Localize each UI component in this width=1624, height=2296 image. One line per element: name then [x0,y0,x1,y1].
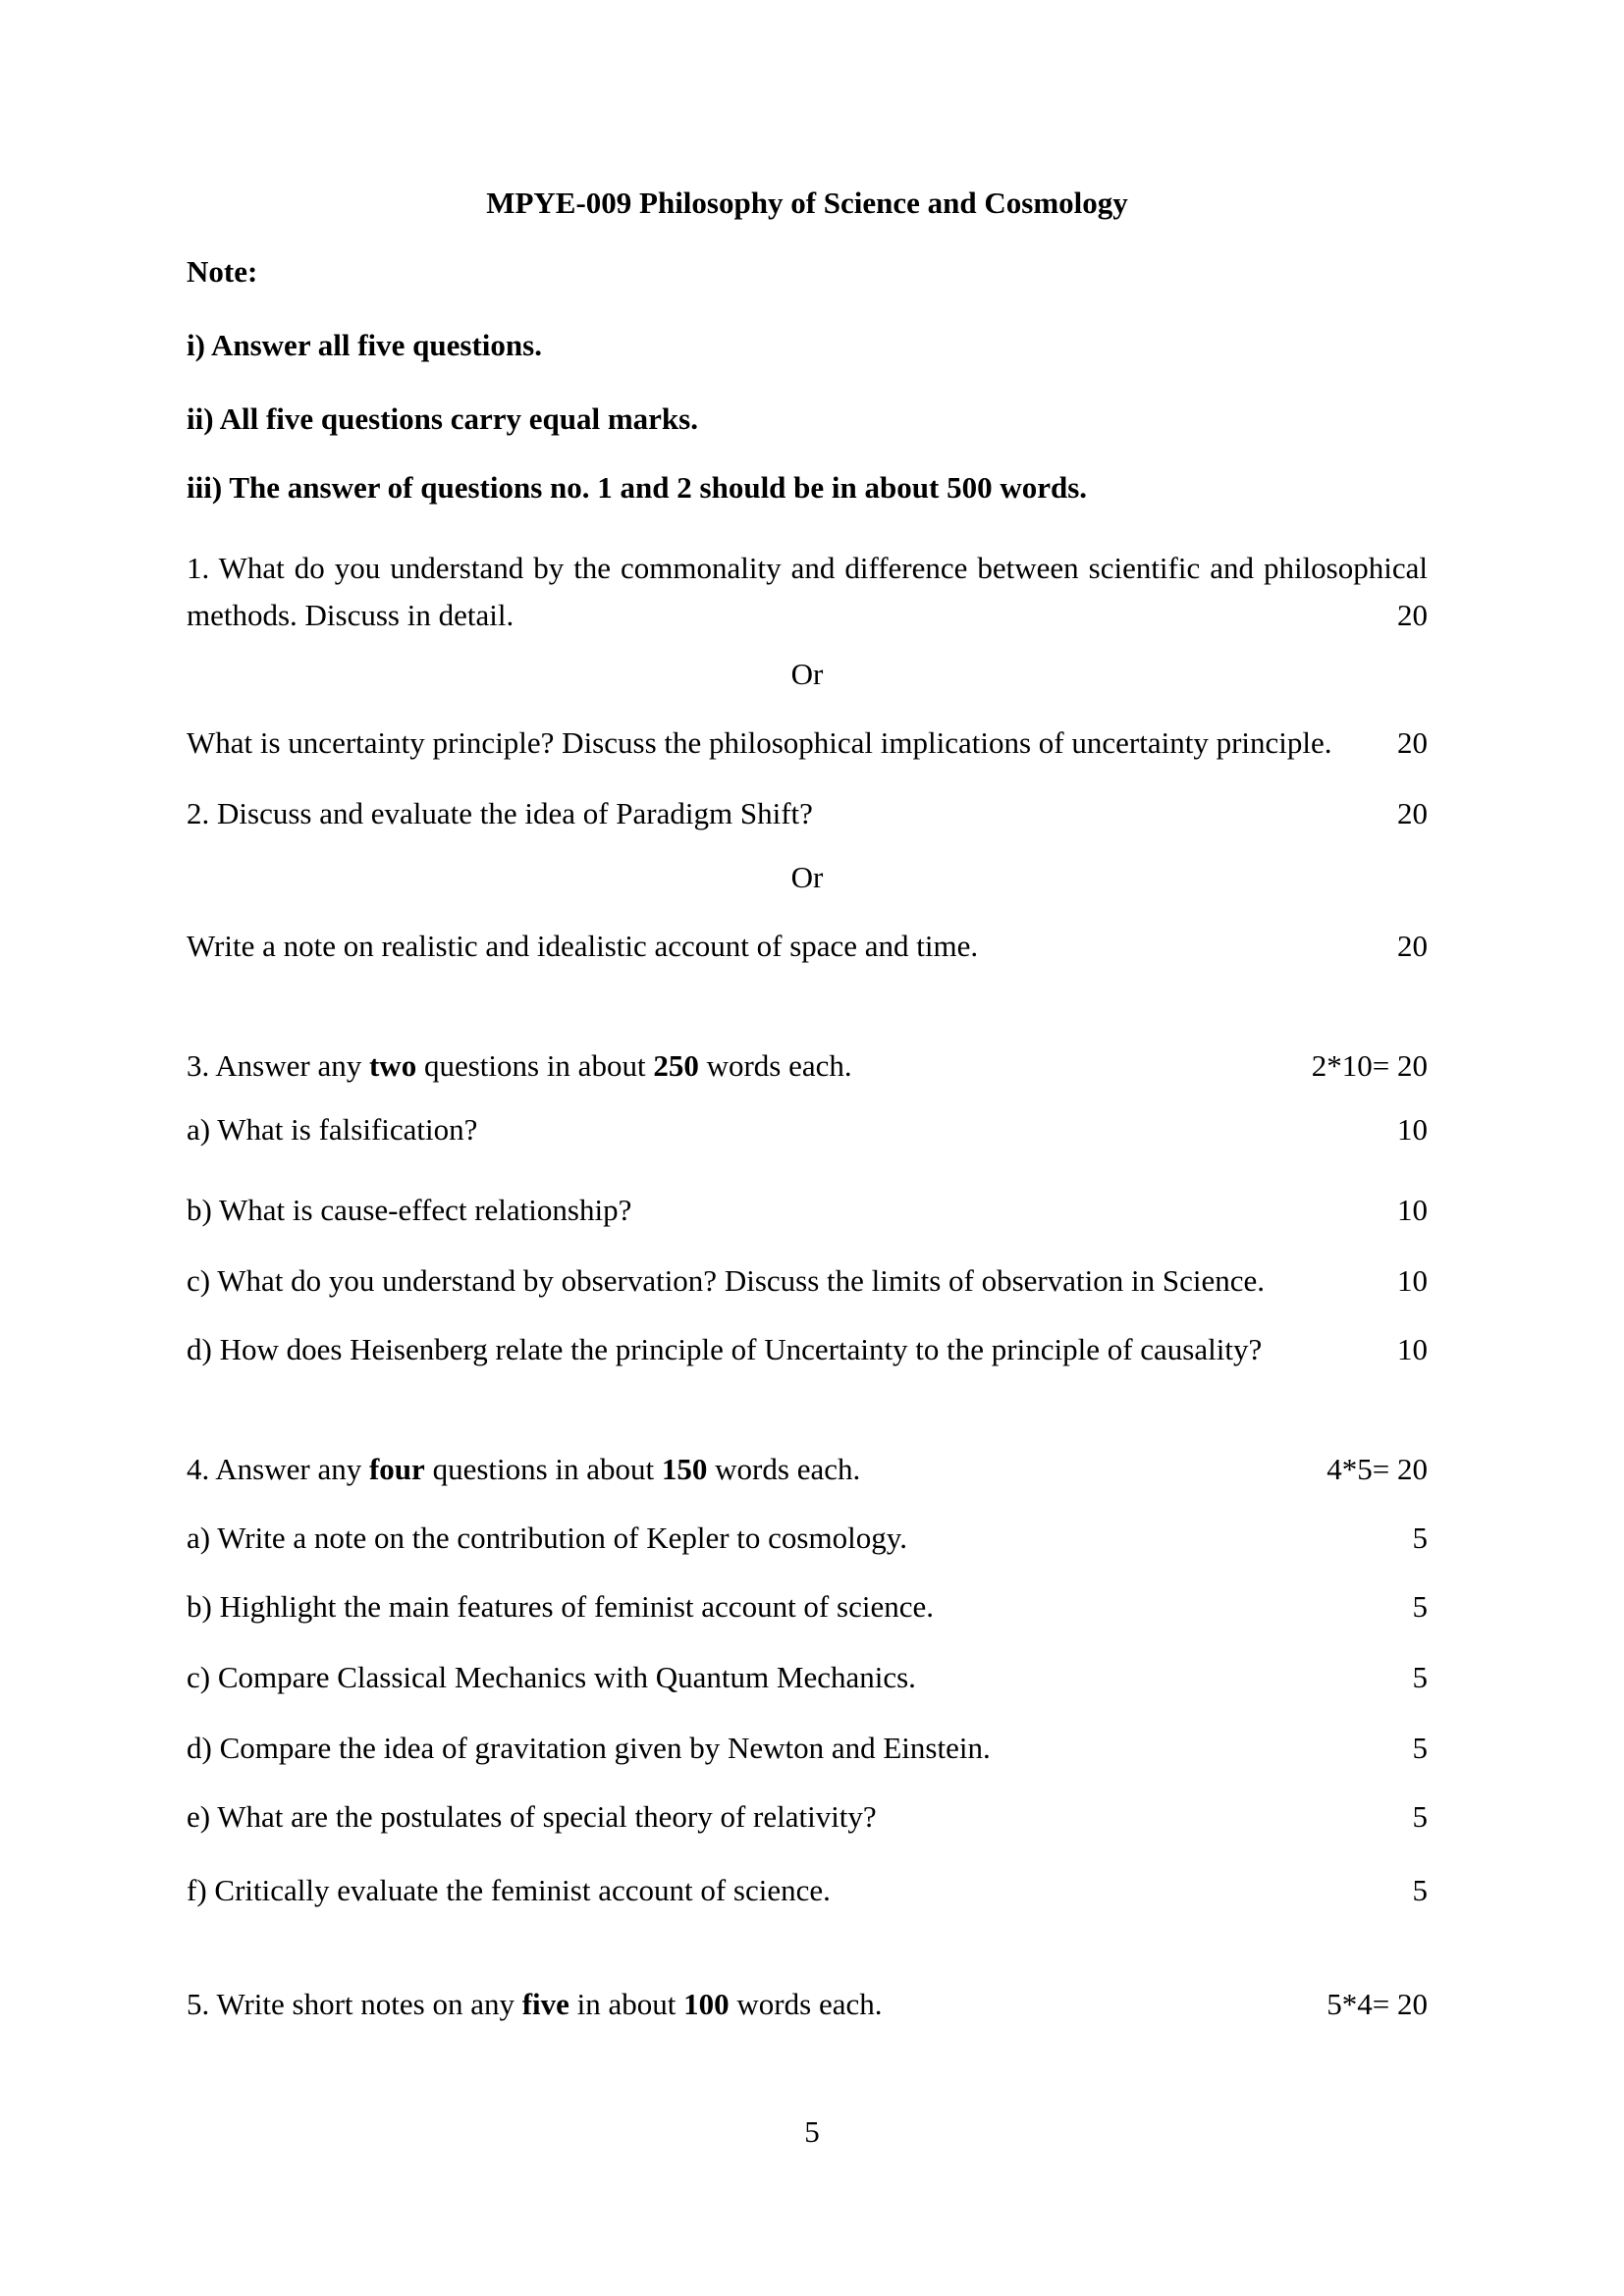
question-2-alt-marks: 20 [1397,929,1428,963]
question-4-header-text [187,1446,860,1493]
question-4a [187,1515,1428,1562]
question-1-alt-marks: 20 [1397,725,1428,760]
question-3-header-text [187,1042,852,1090]
question-5-header-text [187,1981,882,2028]
question-3d-text: d) How does Heisenberg relate the principle of Uncertainty to the principle of causality? [187,1332,1263,1366]
question-4b [187,1583,1428,1630]
question-3a [187,1106,1428,1153]
question-3-header [187,1042,1428,1090]
question-1-marks: 20 [1397,598,1428,632]
question-5-header [187,1981,1428,2028]
instruction-ii: ii) All five questions carry equal marks. [187,401,698,436]
q3-pre: 3. Answer any [187,1048,369,1083]
question-4-marks: 4*5= 20 [1326,1452,1428,1486]
q4-bold-count: four [368,1452,425,1486]
question-3b [187,1187,1428,1234]
question-2-alt-text: Write a note on realistic and idealistic account of space and time. [187,929,979,963]
question-3c-marks: 10 [1397,1263,1428,1298]
question-5-marks: 5*4= 20 [1326,1987,1428,2021]
question-4d-marks: 5 [1412,1731,1428,1765]
question-2-marks: 20 [1397,796,1428,830]
question-4c-text: c) Compare Classical Mechanics with Quantum Mechanics. [187,1660,916,1694]
or-separator-2: Or [790,860,824,894]
question-4b-text: b) Highlight the main features of feminist account of science. [187,1589,934,1624]
question-4f-text: f) Critically evaluate the feminist account of science. [187,1873,831,1907]
q5-pre: 5. Write short notes on any [187,1987,522,2021]
q5-bold-count: five [521,1987,569,2021]
or-separator-1: Or [790,657,824,691]
q4-post: words each. [707,1452,861,1486]
question-2-alt [187,923,1428,970]
question-3c [187,1257,1428,1305]
question-1-text: 1. What do you understand by the commonality and difference between scientific and philosophical methods. Discuss in detail. [187,551,1428,632]
question-4e [187,1793,1428,1841]
question-1-alt [187,720,1428,767]
question-3d-marks: 10 [1397,1332,1428,1366]
question-3c-text: c) What do you understand by observation? Discuss the limits of observation in Science. [187,1263,1265,1298]
question-4d-text: d) Compare the idea of gravitation given by Newton and Einstein. [187,1731,991,1765]
question-3a-marks: 10 [1397,1112,1428,1147]
question-4b-marks: 5 [1412,1589,1428,1624]
question-4f [187,1867,1428,1914]
q3-bold-words: 250 [653,1048,699,1083]
question-1 [187,545,1428,639]
question-3b-marks: 10 [1397,1193,1428,1227]
q4-mid: questions in about [424,1452,662,1486]
q4-bold-words: 150 [661,1452,708,1486]
q5-post: words each. [729,1987,883,2021]
q4-pre: 4. Answer any [187,1452,369,1486]
question-4f-marks: 5 [1412,1873,1428,1907]
instruction-iii: iii) The answer of questions no. 1 and 2 should be in about 500 words. [187,470,1088,505]
question-4d [187,1725,1428,1772]
question-4e-text: e) What are the postulates of special theory of relativity? [187,1799,877,1834]
q3-mid: questions in about [416,1048,654,1083]
page-content [187,180,1428,2028]
question-2-text: 2. Discuss and evaluate the idea of Paradigm Shift? [187,796,813,830]
note-label: Note: [187,254,258,289]
question-1-alt-text: What is uncertainty principle? Discuss the philosophical implications of uncertainty principle. [187,725,1332,760]
question-3d [187,1326,1428,1373]
q5-mid: in about [568,1987,684,2021]
page-title: MPYE-009 Philosophy of Science and Cosmology [486,186,1128,220]
question-4a-text: a) Write a note on the contribution of Kepler to cosmology. [187,1521,907,1555]
question-4c-marks: 5 [1412,1660,1428,1694]
question-3b-text: b) What is cause-effect relationship? [187,1193,632,1227]
question-3-marks: 2*10= 20 [1311,1048,1428,1083]
question-4-header [187,1446,1428,1493]
page-number: 5 [804,2114,820,2149]
question-4a-marks: 5 [1412,1521,1428,1555]
question-4c [187,1654,1428,1701]
q3-bold-count: two [368,1048,417,1083]
instruction-i: i) Answer all five questions. [187,328,542,362]
q5-bold-words: 100 [683,1987,730,2021]
question-3a-text: a) What is falsification? [187,1112,478,1147]
q3-post: words each. [698,1048,852,1083]
question-2 [187,790,1428,837]
question-4e-marks: 5 [1412,1799,1428,1834]
